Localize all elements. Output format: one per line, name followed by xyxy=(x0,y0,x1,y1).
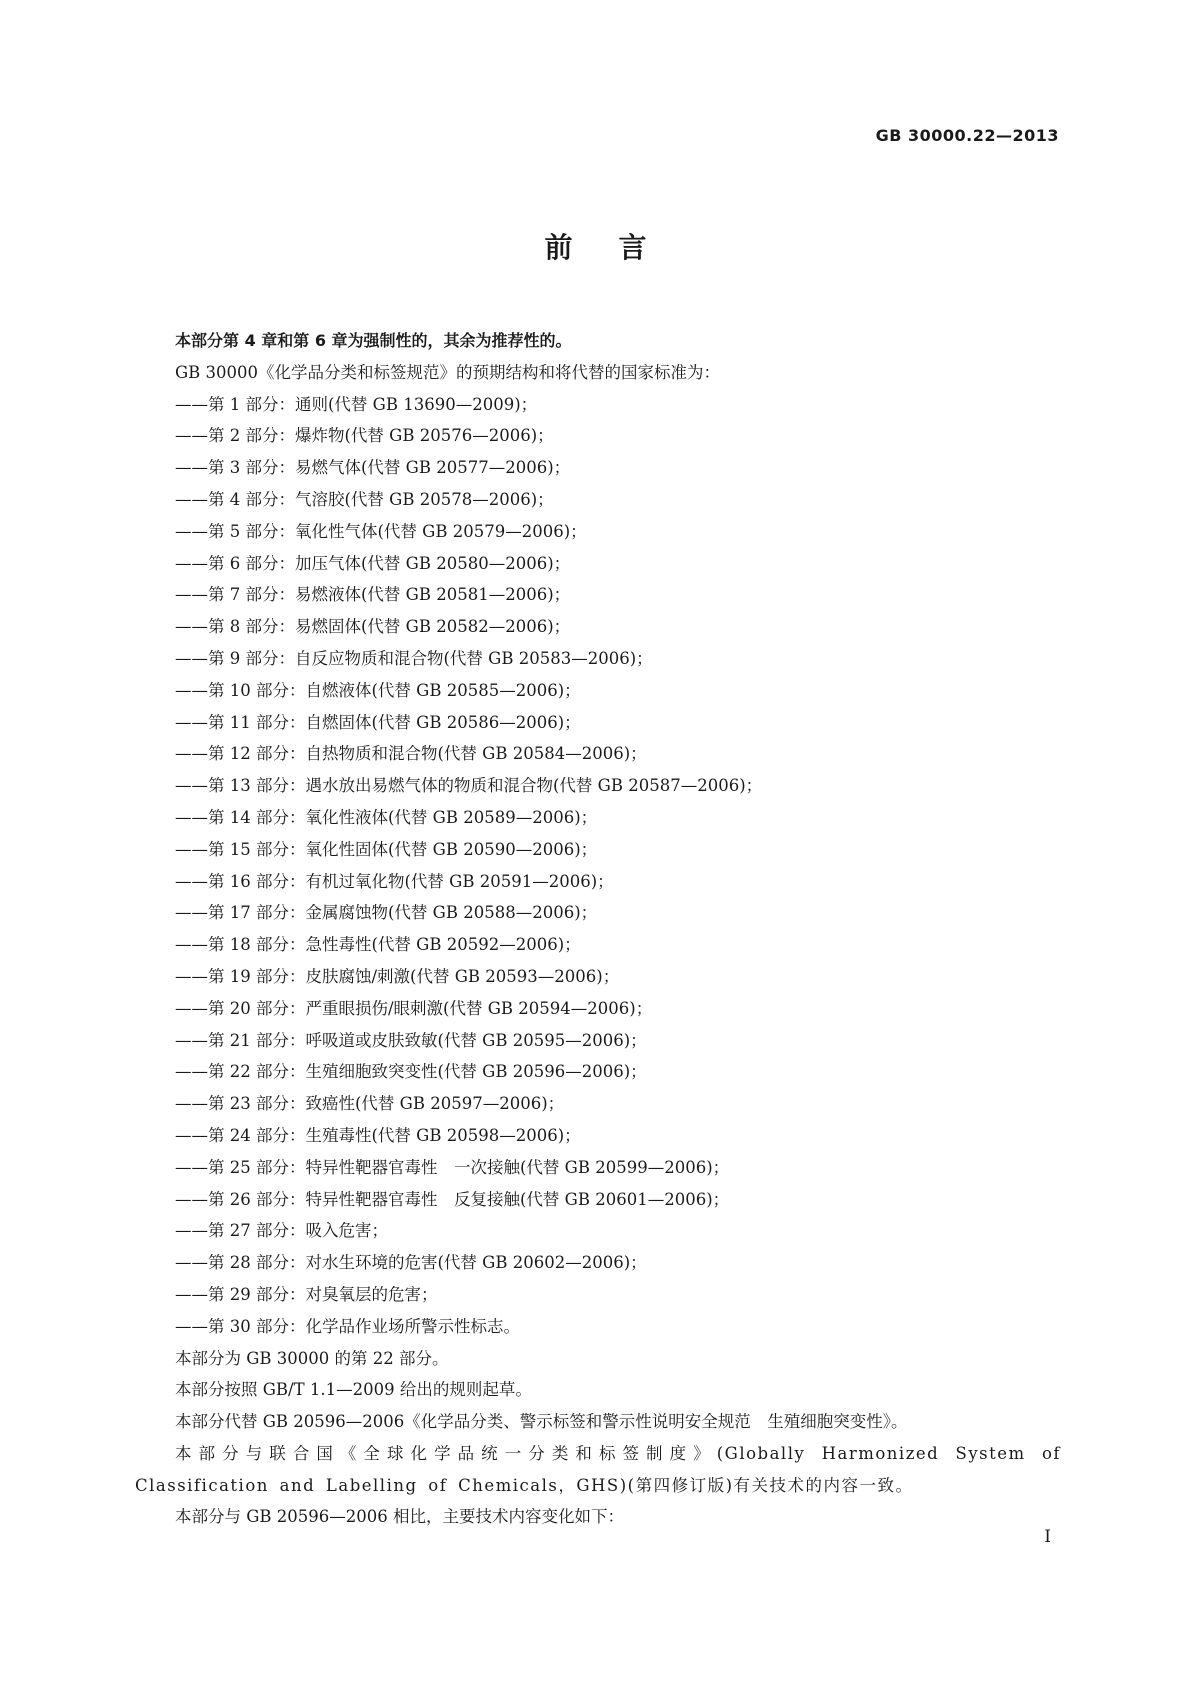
list-item: ——第 8 部分：易燃固体(代替 GB 20582—2006)； xyxy=(175,617,571,637)
list-item: ——第 27 部分：吸入危害； xyxy=(175,1221,388,1241)
changes-intro: 本部分与 GB 20596—2006 相比，主要技术内容变化如下： xyxy=(175,1507,625,1527)
parts-list xyxy=(135,389,1061,1343)
page-title: 前言 xyxy=(544,231,693,264)
list-item: ——第 16 部分：有机过氧化物(代替 GB 20591—2006)； xyxy=(175,871,614,891)
list-item: ——第 23 部分：致癌性(代替 GB 20597—2006)； xyxy=(175,1094,565,1114)
list-item: ——第 19 部分：皮肤腐蚀/刺激(代替 GB 20593—2006)； xyxy=(175,966,620,986)
list-item: ——第 5 部分：氧化性气体(代替 GB 20579—2006)； xyxy=(175,521,587,541)
list-item: ——第 2 部分：爆炸物(代替 GB 20576—2006)； xyxy=(175,426,554,446)
standard-number: GB 30000.22—2013 xyxy=(875,126,1059,145)
list-item: ——第 4 部分：气溶胶(代替 GB 20578—2006)； xyxy=(175,489,554,509)
mandatory-statement: 本部分第 4 章和第 6 章为强制性的，其余为推荐性的。 xyxy=(175,331,572,350)
list-item: ——第 21 部分：呼吸道或皮肤致敏(代替 GB 20595—2006)； xyxy=(175,1030,647,1050)
list-item: ——第 18 部分：急性毒性(代替 GB 20592—2006)； xyxy=(175,935,581,955)
list-item: ——第 13 部分：遇水放出易燃气体的物质和混合物(代替 GB 20587—2006)； xyxy=(175,776,763,796)
list-item: ——第 30 部分：化学品作业场所警示性标志。 xyxy=(175,1316,520,1336)
ghs-consistency-statement: 本部分与联合国《全球化学品统一分类和标签制度》(Globally Harmonized System of Classification and Labelling of Chemicals，GHS)(第四修订版)有关技术的内容一致。 xyxy=(135,1443,1061,1495)
list-item: ——第 7 部分：易燃液体(代替 GB 20581—2006)； xyxy=(175,585,571,605)
structure-statement: GB 30000《化学品分类和标签规范》的预期结构和将代替的国家标准为： xyxy=(175,362,721,382)
list-item: ——第 22 部分：生殖细胞致突变性(代替 GB 20596—2006)； xyxy=(175,1062,647,1082)
list-item: ——第 10 部分：自燃液体(代替 GB 20585—2006)； xyxy=(175,680,581,700)
list-item: ——第 25 部分：特异性靶器官毒性 一次接触(代替 GB 20599—2006)； xyxy=(175,1157,730,1177)
list-item: ——第 3 部分：易燃气体(代替 GB 20577—2006)； xyxy=(175,458,571,478)
list-item: ——第 12 部分：自热物质和混合物(代替 GB 20584—2006)； xyxy=(175,744,647,764)
drafting-rules-statement: 本部分按照 GB/T 1.1—2009 给出的规则起草。 xyxy=(175,1380,532,1400)
list-item: ——第 24 部分：生殖毒性(代替 GB 20598—2006)； xyxy=(175,1125,581,1145)
list-item: ——第 20 部分：严重眼损伤/眼刺激(代替 GB 20594—2006)； xyxy=(175,998,653,1018)
list-item: ——第 15 部分：氧化性固体(代替 GB 20590—2006)； xyxy=(175,839,598,859)
page-number: I xyxy=(1044,1527,1051,1547)
list-item: ——第 26 部分：特异性靶器官毒性 反复接触(代替 GB 20601—2006)； xyxy=(175,1189,730,1209)
list-item: ——第 14 部分：氧化性液体(代替 GB 20589—2006)； xyxy=(175,807,598,827)
list-item: ——第 29 部分：对臭氧层的危害； xyxy=(175,1284,438,1304)
list-item: ——第 9 部分：自反应物质和混合物(代替 GB 20583—2006)； xyxy=(175,648,653,668)
list-item: ——第 11 部分：自燃固体(代替 GB 20586—2006)； xyxy=(175,712,581,732)
replaces-statement: 本部分代替 GB 20596—2006《化学品分类、警示标签和警示性说明安全规范 生殖细胞突变性》。 xyxy=(175,1412,908,1432)
list-item: ——第 17 部分：金属腐蚀物(代替 GB 20588—2006)； xyxy=(175,903,598,923)
list-item: ——第 6 部分：加压气体(代替 GB 20580—2006)； xyxy=(175,553,571,573)
part-of-statement: 本部分为 GB 30000 的第 22 部分。 xyxy=(175,1348,449,1368)
foreword-body xyxy=(135,325,1061,1533)
list-item: ——第 1 部分：通则(代替 GB 13690—2009)； xyxy=(175,394,538,414)
list-item: ——第 28 部分：对水生环境的危害(代替 GB 20602—2006)； xyxy=(175,1253,647,1273)
